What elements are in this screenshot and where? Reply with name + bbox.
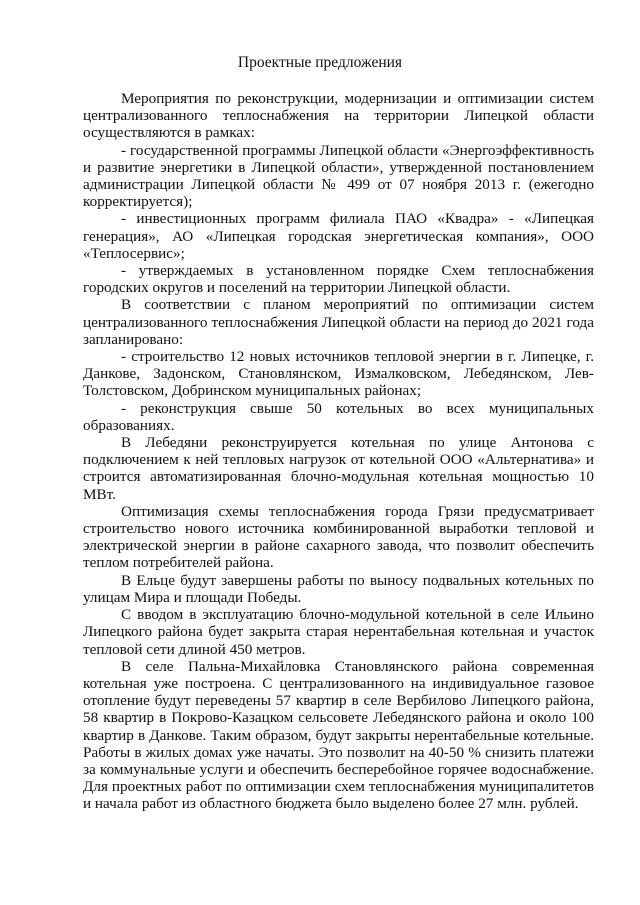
paragraph: В селе Пальна-Михайловка Становлянского района современная котельная уже построена. С централизованного на индивидуальное газовое отопление будут переведены 57 квартир в селе Вербилово Липецкого района, 58 квартир в Покрово-Казацком сельсовете Лебедянского района и около 100 квартир в Данкове. Таким образом, будут закрыты нерентабельные котельные. Работы в жилых домах уже начаты. Это позволит на 40-50 % снизить платежи за коммунальные услуги и обеспечить бесперебойное горячее водоснабжение. Для проектных работ по оптимизации схем теплоснабжения муниципалитетов и начала работ из областного бюджета было выделено более 27 млн. рублей. <box>83 657 594 813</box>
paragraph: - строительство 12 новых источников тепловой энергии в г. Липецке, г. Данкове, Задонском, Становлянском, Измалковском, Лебедянском, Лев-Толстовском, Добринском муниципальных районах; <box>83 348 594 400</box>
paragraph: Оптимизация схемы теплоснабжения города Грязи предусматривает строительство нового источника комбинированной выработки тепловой и электрической энергии в районе сахарного завода, что позволит обеспечить теплом потребителей района. <box>83 502 594 572</box>
paragraph: Мероприятия по реконструкции, модернизации и оптимизации систем централизованного теплоснабжения на территории Липецкой области осуществляются в рамках: <box>83 90 594 142</box>
paragraph: В Ельце будут завершены работы по выносу подвальных котельных по улицам Мира и площади Победы. <box>83 571 594 606</box>
paragraph: - утверждаемых в установленном порядке Схем теплоснабжения городских округов и поселений на территории Липецкой области. <box>83 262 594 297</box>
paragraph: - инвестиционных программ филиала ПАО «Квадра» - «Липецкая генерация», АО «Липецкая городская энергетическая компания», ООО «Теплосервис»; <box>83 210 594 262</box>
document-body <box>83 90 594 813</box>
paragraph: - реконструкция свыше 50 котельных во всех муниципальных образованиях. <box>83 399 594 434</box>
paragraph: - государственной программы Липецкой области «Энергоэффективность и развитие энергетики в Липецкой области», утвержденной постановлением администрации Липецкой области № 499 от 07 ноября 2013 г. (ежегодно корректируется); <box>83 141 594 211</box>
paragraph: В Лебедяни реконструируется котельная по улице Антонова с подключением к ней тепловых нагрузок от котельной ООО «Альтернатива» и строится автоматизированная блочно-модульная котельная мощностью 10 МВт. <box>83 434 594 503</box>
document-title: Проектные предложения <box>237 54 403 71</box>
paragraph: В соответствии с планом мероприятий по оптимизации систем централизованного теплоснабжения Липецкой области на период до 2021 года запланировано: <box>83 296 594 348</box>
paragraph: С вводом в эксплуатацию блочно-модульной котельной в селе Ильино Липецкого района будет закрыта старая нерентабельная котельная и участок тепловой сети длиной 450 метров. <box>83 606 594 658</box>
